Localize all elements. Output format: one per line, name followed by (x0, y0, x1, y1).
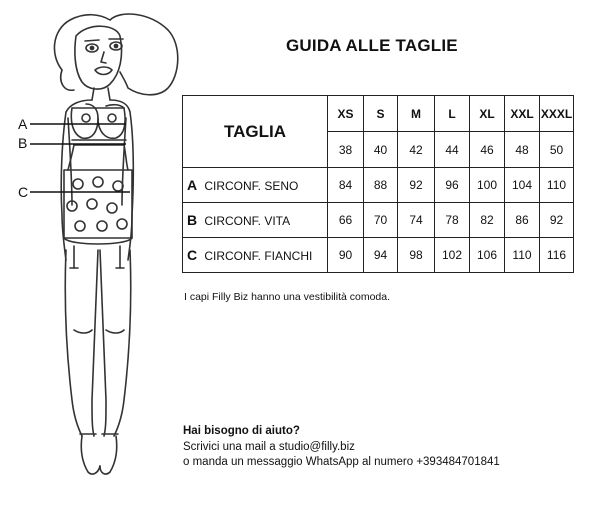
table-cell: 94 (364, 238, 398, 273)
size-number: 46 (470, 132, 505, 168)
size-code: L (435, 96, 470, 132)
page-title: GUIDA ALLE TAGLIE (286, 36, 458, 55)
size-code: M (398, 96, 435, 132)
table-cell: 110 (540, 168, 574, 203)
help-whatsapp-line: o manda un messaggio WhatsApp al numero +393484701841 (183, 456, 500, 468)
row-label-text: CIRCONF. SENO (204, 179, 299, 193)
size-number: 50 (540, 132, 574, 168)
row-label (183, 203, 328, 238)
table-row (183, 203, 574, 238)
size-header-label: TAGLIA (183, 96, 328, 168)
fit-note: I capi Filly Biz hanno una vestibilità comoda. (184, 291, 391, 303)
table-cell: 84 (328, 168, 364, 203)
table-cell: 110 (505, 238, 540, 273)
size-code: XXL (505, 96, 540, 132)
help-section (183, 424, 500, 471)
size-code: XXXL (540, 96, 574, 132)
marker-a: A (18, 116, 28, 132)
row-letter: A (186, 177, 198, 193)
table-cell: 74 (398, 203, 435, 238)
table-cell: 88 (364, 168, 398, 203)
table-cell: 102 (435, 238, 470, 273)
table-cell: 106 (470, 238, 505, 273)
table-cell: 82 (470, 203, 505, 238)
figure-drawing (0, 0, 180, 500)
table-cell: 78 (435, 203, 470, 238)
table-cell: 104 (505, 168, 540, 203)
table-cell: 90 (328, 238, 364, 273)
size-code: XL (470, 96, 505, 132)
size-table (182, 95, 574, 273)
size-code: XS (328, 96, 364, 132)
row-label-text: CIRCONF. FIANCHI (204, 249, 313, 263)
table-cell: 100 (470, 168, 505, 203)
size-number: 48 (505, 132, 540, 168)
table-row (183, 168, 574, 203)
table-cell: 66 (328, 203, 364, 238)
table-cell: 98 (398, 238, 435, 273)
row-label (183, 168, 328, 203)
table-cell: 96 (435, 168, 470, 203)
size-code: S (364, 96, 398, 132)
fashion-figure-illustration (0, 0, 180, 500)
marker-c: C (18, 184, 29, 200)
table-cell: 92 (398, 168, 435, 203)
size-number: 44 (435, 132, 470, 168)
table-row (183, 238, 574, 273)
row-label-text: CIRCONF. VITA (204, 214, 291, 228)
size-number: 40 (364, 132, 398, 168)
row-letter: B (186, 212, 198, 228)
table-cell: 116 (540, 238, 574, 273)
table-cell: 70 (364, 203, 398, 238)
size-number: 38 (328, 132, 364, 168)
help-email-line: Scrivici una mail a studio@filly.biz (183, 440, 355, 453)
marker-b: B (18, 135, 28, 151)
row-letter: C (186, 247, 198, 263)
help-question: Hai bisogno di aiuto? (183, 425, 300, 437)
row-label (183, 238, 328, 273)
size-number: 42 (398, 132, 435, 168)
table-cell: 86 (505, 203, 540, 238)
table-cell: 92 (540, 203, 574, 238)
